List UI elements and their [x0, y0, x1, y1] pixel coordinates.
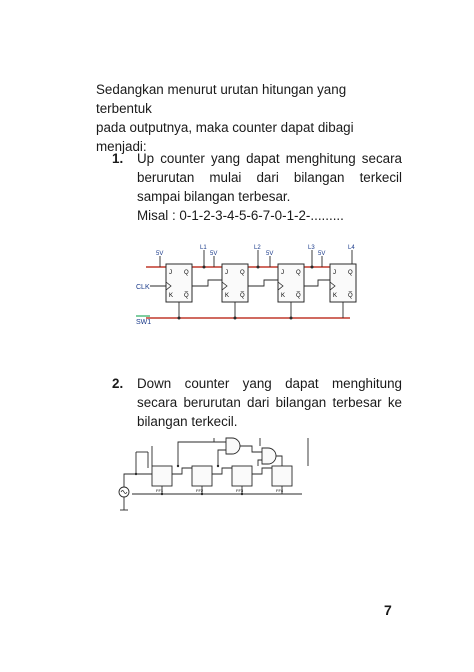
list-item-down-counter [112, 374, 402, 431]
flip-flop-3 [278, 264, 304, 302]
supply-label-4: 5V [318, 251, 326, 257]
svg-text:Q̅: Q̅ [240, 293, 245, 299]
flip-flop-4 [272, 466, 292, 493]
svg-text:J: J [333, 270, 336, 276]
svg-text:K: K [333, 293, 338, 299]
supply-label-2: 5V [210, 251, 218, 257]
svg-text:FF3: FF3 [236, 488, 244, 493]
intro-line-2: pada outputnya, maka counter dapat dibagi menjadi: [96, 120, 354, 154]
switch-label: SW1 [136, 319, 152, 326]
list-item-up-counter [112, 149, 402, 225]
supply-label-3: 5V [266, 251, 274, 257]
svg-text:Q̅: Q̅ [348, 293, 353, 299]
svg-text:J: J [281, 270, 284, 276]
intro-line-1: Sedangkan menurut urutan hitungan yang terbentuk [96, 82, 347, 116]
down-counter-circuit-diagram [112, 432, 326, 514]
junction-dots [135, 465, 243, 495]
list-number: 2. [112, 376, 124, 391]
supply-label-1: 5V [156, 251, 164, 257]
output-label-l1: L1 [200, 245, 207, 251]
output-label-l3: L3 [308, 245, 315, 251]
up-counter-circuit-diagram [136, 242, 362, 326]
page-number: 7 [384, 602, 392, 618]
flip-flop-1 [166, 264, 192, 302]
flip-flop-2 [222, 264, 248, 302]
svg-text:Q: Q [184, 270, 189, 276]
svg-text:J: J [225, 270, 228, 276]
list-item-text: Up counter yang dapat menghitung secara berurutan mulai dari bilangan terkecil sampai bilangan terbesar. [137, 151, 402, 204]
svg-text:Q: Q [348, 270, 353, 276]
output-label-l2: L2 [254, 245, 261, 251]
clk-label: CLK [136, 284, 150, 291]
svg-text:Q̅: Q̅ [296, 293, 301, 299]
flip-flop-2 [192, 466, 212, 493]
svg-text:K: K [169, 293, 174, 299]
intro-paragraph [96, 80, 396, 156]
svg-text:K: K [225, 293, 230, 299]
svg-text:Q: Q [296, 270, 301, 276]
flip-flop-4 [330, 264, 356, 302]
svg-text:Q: Q [240, 270, 245, 276]
and-gate-2-icon [262, 448, 276, 464]
and-gate-1-icon [226, 438, 240, 454]
example-sequence: Misal : 0-1-2-3-4-5-6-7-0-1-2-......... [137, 208, 344, 223]
flip-flop-1 [152, 466, 172, 493]
svg-text:K: K [281, 293, 286, 299]
svg-text:FF4: FF4 [276, 488, 284, 493]
output-label-l4: L4 [348, 245, 355, 251]
svg-text:J: J [169, 270, 172, 276]
svg-text:FF2: FF2 [196, 488, 204, 493]
svg-text:FF1: FF1 [156, 488, 164, 493]
list-item-text: Down counter yang dapat menghitung secara berurutan dari bilangan terbesar ke bilangan terkecil. [137, 376, 402, 429]
svg-text:Q̅: Q̅ [184, 293, 189, 299]
flip-flop-3 [232, 466, 252, 493]
list-number: 1. [112, 151, 124, 166]
